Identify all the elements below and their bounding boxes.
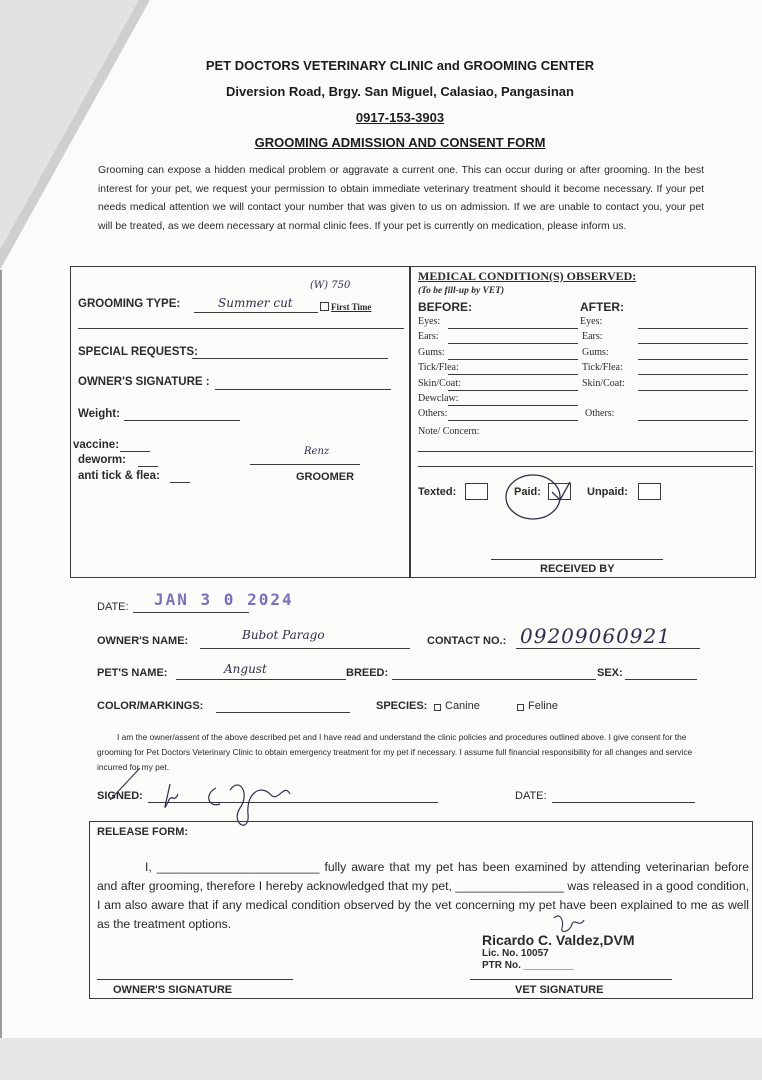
paid-label: Paid: <box>514 486 541 498</box>
texted-checkbox[interactable] <box>465 483 488 500</box>
owner-signature-release-line <box>97 979 293 980</box>
before-item-line[interactable] <box>448 359 578 360</box>
weight-label: Weight: <box>78 408 120 420</box>
clinic-name: PET DOCTORS VETERINARY CLINIC and GROOMING CENTER <box>205 58 595 73</box>
texted-label: Texted: <box>418 486 457 498</box>
vet-signature-line <box>470 979 672 980</box>
groomer-line <box>250 464 360 465</box>
contact-value[interactable]: 09209060921 <box>520 624 671 648</box>
date2-line <box>552 802 695 803</box>
after-item-line[interactable] <box>638 374 748 375</box>
owner-name-line <box>200 648 410 649</box>
vet-initial-scribble <box>550 910 590 940</box>
after-item-label: Eyes: <box>580 316 603 327</box>
owner-signature-line <box>215 389 391 390</box>
after-item-label: Others: <box>585 408 615 420</box>
before-item-label: Eyes: <box>418 316 441 327</box>
after-label: AFTER: <box>580 300 624 314</box>
grooming-type-label: GROOMING TYPE: <box>78 298 181 310</box>
groomer-value[interactable]: Renz <box>304 446 330 457</box>
first-time-label: First Time <box>331 302 372 312</box>
paid-circle-ellipse <box>506 475 560 519</box>
signature-stroke-2 <box>165 784 178 807</box>
after-item-line[interactable] <box>638 420 748 421</box>
before-item-label: Ears: <box>418 331 439 343</box>
before-item-line[interactable] <box>448 328 578 329</box>
scan-edge <box>0 270 2 1040</box>
vet-initial-stroke <box>554 916 584 932</box>
pet-name-value[interactable]: Angust <box>224 662 267 676</box>
note-line-2 <box>418 466 753 467</box>
contact-label: CONTACT NO.: <box>427 635 507 647</box>
vaccine-line <box>120 451 150 452</box>
antitick-label: anti tick & flea: <box>78 470 160 482</box>
before-item-label: Tick/Flea: <box>418 362 459 374</box>
owner-name-value[interactable]: Bubot Parago <box>242 628 325 642</box>
before-item-line[interactable] <box>448 420 578 421</box>
vet-ptr: PTR No. _________ <box>482 960 574 971</box>
deworm-label: deworm: <box>78 454 126 466</box>
before-item-label: Gums: <box>418 346 445 358</box>
intro-paragraph: Grooming can expose a hidden medical problem or aggravate a current one. This can occur during or after grooming. In the best interest for your pet, we request your permission to obtain immediate veterinary treatment should it become necessary. If your pet needs medical attention we will contact your number that was given to us on admission. If we are unable to contact you, your pet will be treated, as we deem necessary at normal clinic fees. If your pet is currently on medication, please inform us. <box>98 165 704 232</box>
weight-line <box>124 420 240 421</box>
before-item-line[interactable] <box>448 343 578 344</box>
unpaid-checkbox[interactable] <box>638 483 661 500</box>
owner-signature-release-label: OWNER'S SIGNATURE <box>113 984 233 996</box>
breed-line <box>392 679 596 680</box>
signature-stroke-4 <box>230 785 290 825</box>
clinic-address: Diversion Road, Brgy. San Miguel, Calasiao, Pangasinan <box>226 84 574 99</box>
sex-label: SEX: <box>597 667 623 679</box>
color-markings-label: COLOR/MARKINGS: <box>97 700 204 712</box>
before-item-line[interactable] <box>448 374 578 375</box>
note-concern-label: Note/ Concern: <box>418 426 480 437</box>
color-markings-line <box>216 712 350 713</box>
received-by-label: RECEIVED BY <box>540 563 615 575</box>
owner-signature-label: OWNER'S SIGNATURE : <box>78 376 210 388</box>
release-paragraph: I, ________________________ fully aware that my pet has been examined by attending veterinarian before and after grooming, therefore I hereby acknowledged that my pet, ________________ was released in a good condition, I am also aware that if any medical condition observed by the vet concerning my pet have been explained to me as well as the treatment options. <box>97 860 749 931</box>
groomer-label: GROOMER <box>296 471 355 483</box>
canine-checkbox[interactable] <box>434 704 441 711</box>
breed-label: BREED: <box>346 667 389 679</box>
before-label: BEFORE: <box>418 300 472 314</box>
first-time-checkbox[interactable] <box>320 302 329 311</box>
vaccine-label: vaccine: <box>73 439 120 451</box>
scan-bottom-edge <box>0 1038 762 1080</box>
medical-subtitle: (To be fill-up by VET) <box>418 286 505 296</box>
feline-checkbox[interactable] <box>517 704 524 711</box>
special-requests-line <box>192 358 388 359</box>
date-label: DATE: <box>97 601 129 613</box>
canine-label: Canine <box>445 700 480 712</box>
after-item-line[interactable] <box>638 328 748 329</box>
signature-stroke-3 <box>209 788 220 805</box>
form-title: GROOMING ADMISSION AND CONSENT FORM <box>254 135 546 150</box>
medical-title: MEDICAL CONDITION(S) OBSERVED: <box>418 269 637 283</box>
after-item-line[interactable] <box>638 390 748 391</box>
signature-stroke-1 <box>110 768 140 800</box>
date-line <box>133 612 249 613</box>
contact-line <box>516 648 700 649</box>
before-item-line[interactable] <box>448 390 578 391</box>
unpaid-label: Unpaid: <box>587 486 628 498</box>
special-requests-label: SPECIAL REQUESTS: <box>78 346 198 358</box>
before-item-line[interactable] <box>448 405 578 406</box>
owner-name-label: OWNER'S NAME: <box>97 635 189 647</box>
received-by-line <box>491 559 663 560</box>
grooming-type-line <box>194 312 318 313</box>
vet-license: Lic. No. 10057 <box>482 948 549 959</box>
pet-name-line <box>176 679 346 680</box>
grooming-type-value[interactable]: Summer cut <box>218 296 293 310</box>
date-stamp: JAN 3 0 2024 <box>154 590 294 609</box>
signed-label: SIGNED: <box>97 790 143 802</box>
grooming-medical-box <box>70 266 756 578</box>
vet-name: Ricardo C. Valdez,DVM <box>482 932 635 948</box>
pet-name-label: PET'S NAME: <box>97 667 168 679</box>
feline-label: Feline <box>528 700 558 712</box>
panel-divider <box>409 266 411 578</box>
after-item-label: Ears: <box>582 331 603 343</box>
after-item-label: Gums: <box>582 346 609 358</box>
before-item-label: Others: <box>418 408 448 420</box>
after-item-line[interactable] <box>638 343 748 344</box>
grooming-type-extra[interactable]: (W) 750 <box>310 280 351 291</box>
deworm-line <box>138 466 158 467</box>
species-label: SPECIES: <box>376 700 428 712</box>
after-item-label: Tick/Flea: <box>582 362 623 374</box>
before-item-label: Dewclaw: <box>418 393 459 404</box>
note-line-1 <box>418 451 753 452</box>
date2-label: DATE: <box>515 790 547 802</box>
clinic-phone: 0917-153-3903 <box>355 110 445 125</box>
antitick-line <box>170 482 190 483</box>
after-item-label: Skin/Coat: <box>582 377 625 389</box>
after-item-line[interactable] <box>638 359 748 360</box>
release-title: RELEASE FORM: <box>97 826 189 838</box>
sex-line <box>625 679 697 680</box>
vet-signature-label: VET SIGNATURE <box>515 984 604 996</box>
paid-circle-mark <box>500 470 580 526</box>
consent-paragraph: I am the owner/assent of the above described pet and I have read and understand the clinic policies and procedures outlined above. I give consent for the grooming for Pet Doctors Veterinary Clinic to obtain emergency treatment for my pet if necessary. I assume full financial responsibility for all changes and service incurred for my pet. <box>97 732 693 772</box>
grooming-type-line-2 <box>78 328 404 329</box>
before-item-label: Skin/Coat: <box>418 377 461 389</box>
